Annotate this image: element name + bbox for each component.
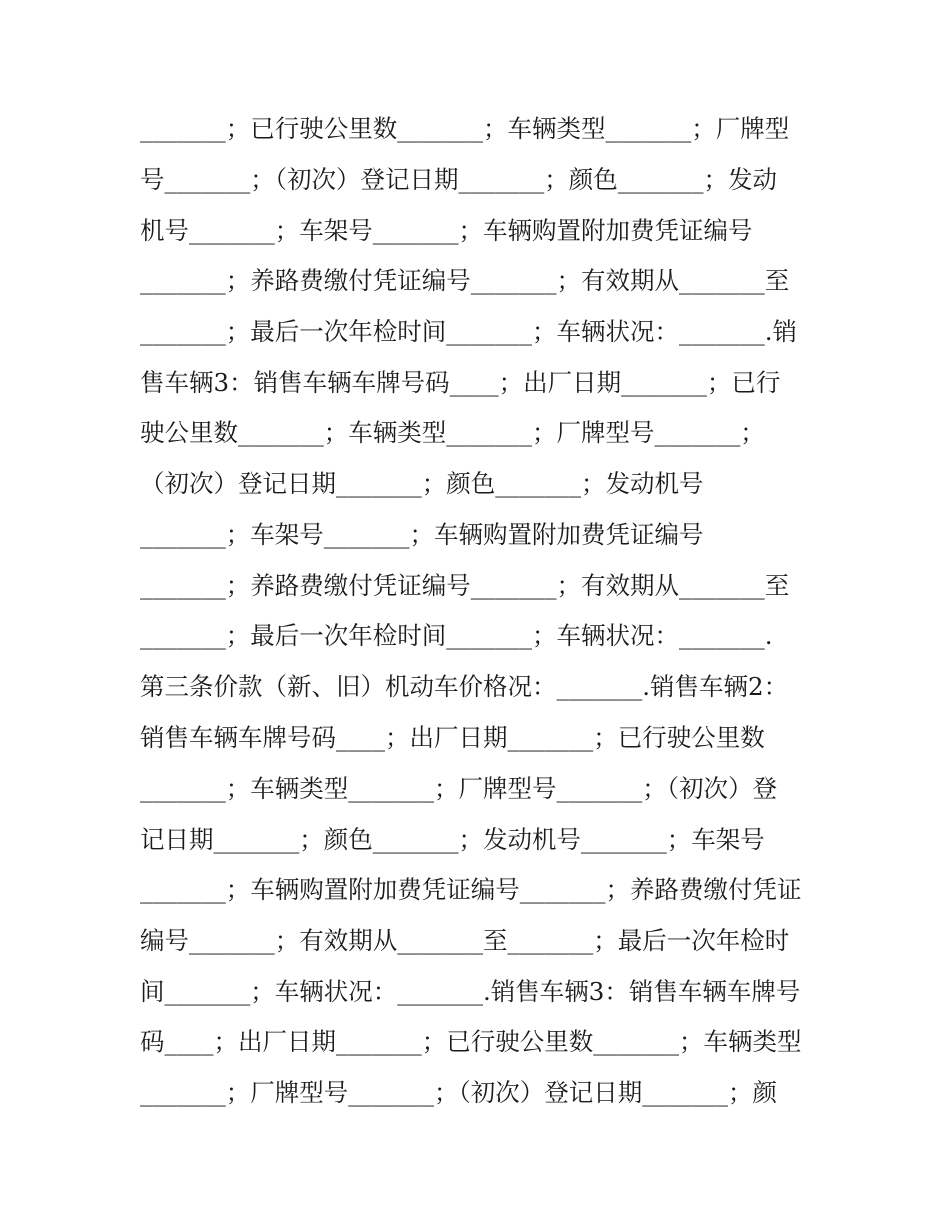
text-line: _______；厂牌型号_______；（初次）登记日期_______；颜 <box>140 1078 777 1107</box>
text-line: 编号_______；有效期从_______至_______；最后一次年检时 <box>140 926 790 955</box>
text-line: _______；车辆类型_______；厂牌型号_______；（初次）登 <box>140 774 777 803</box>
text-line: _______；已行驶公里数_______；车辆类型_______；厂牌型 <box>140 114 790 143</box>
text-line: （初次）登记日期_______；颜色_______；发动机号 <box>140 469 704 498</box>
text-line: 机号_______；车架号_______；车辆购置附加费凭证编号 <box>140 216 753 245</box>
text-line: _______；最后一次年检时间_______；车辆状况：_______.销 <box>140 317 798 346</box>
text-line: 售车辆3：销售车辆车牌号码____；出厂日期_______；已行 <box>140 368 781 397</box>
text-line: _______；养路费缴付凭证编号_______；有效期从_______至 <box>140 571 790 600</box>
text-line: 第三条价款（新、旧）机动车价格况：_______.销售车辆2： <box>140 672 789 701</box>
text-line: 记日期_______；颜色_______；发动机号_______；车架号 <box>140 825 765 854</box>
text-line: 驶公里数_______；车辆类型_______；厂牌型号_______； <box>140 418 765 447</box>
text-line: _______；车辆购置附加费凭证编号_______；养路费缴付凭证 <box>140 875 802 904</box>
text-line: 间_______；车辆状况：_______.销售车辆3：销售车辆车牌号 <box>140 977 801 1006</box>
text-line: _______；养路费缴付凭证编号_______；有效期从_______至 <box>140 266 790 295</box>
text-line: _______；车架号_______；车辆购置附加费凭证编号 <box>140 520 704 549</box>
text-line: 码____；出厂日期_______；已行驶公里数_______；车辆类型 <box>140 1027 802 1056</box>
text-line: 销售车辆车牌号码____；出厂日期_______；已行驶公里数 <box>140 723 765 752</box>
text-line: _______；最后一次年检时间_______；车辆状况：_______. <box>140 621 773 650</box>
text-line: 号_______；（初次）登记日期_______；颜色_______；发动 <box>140 165 777 194</box>
